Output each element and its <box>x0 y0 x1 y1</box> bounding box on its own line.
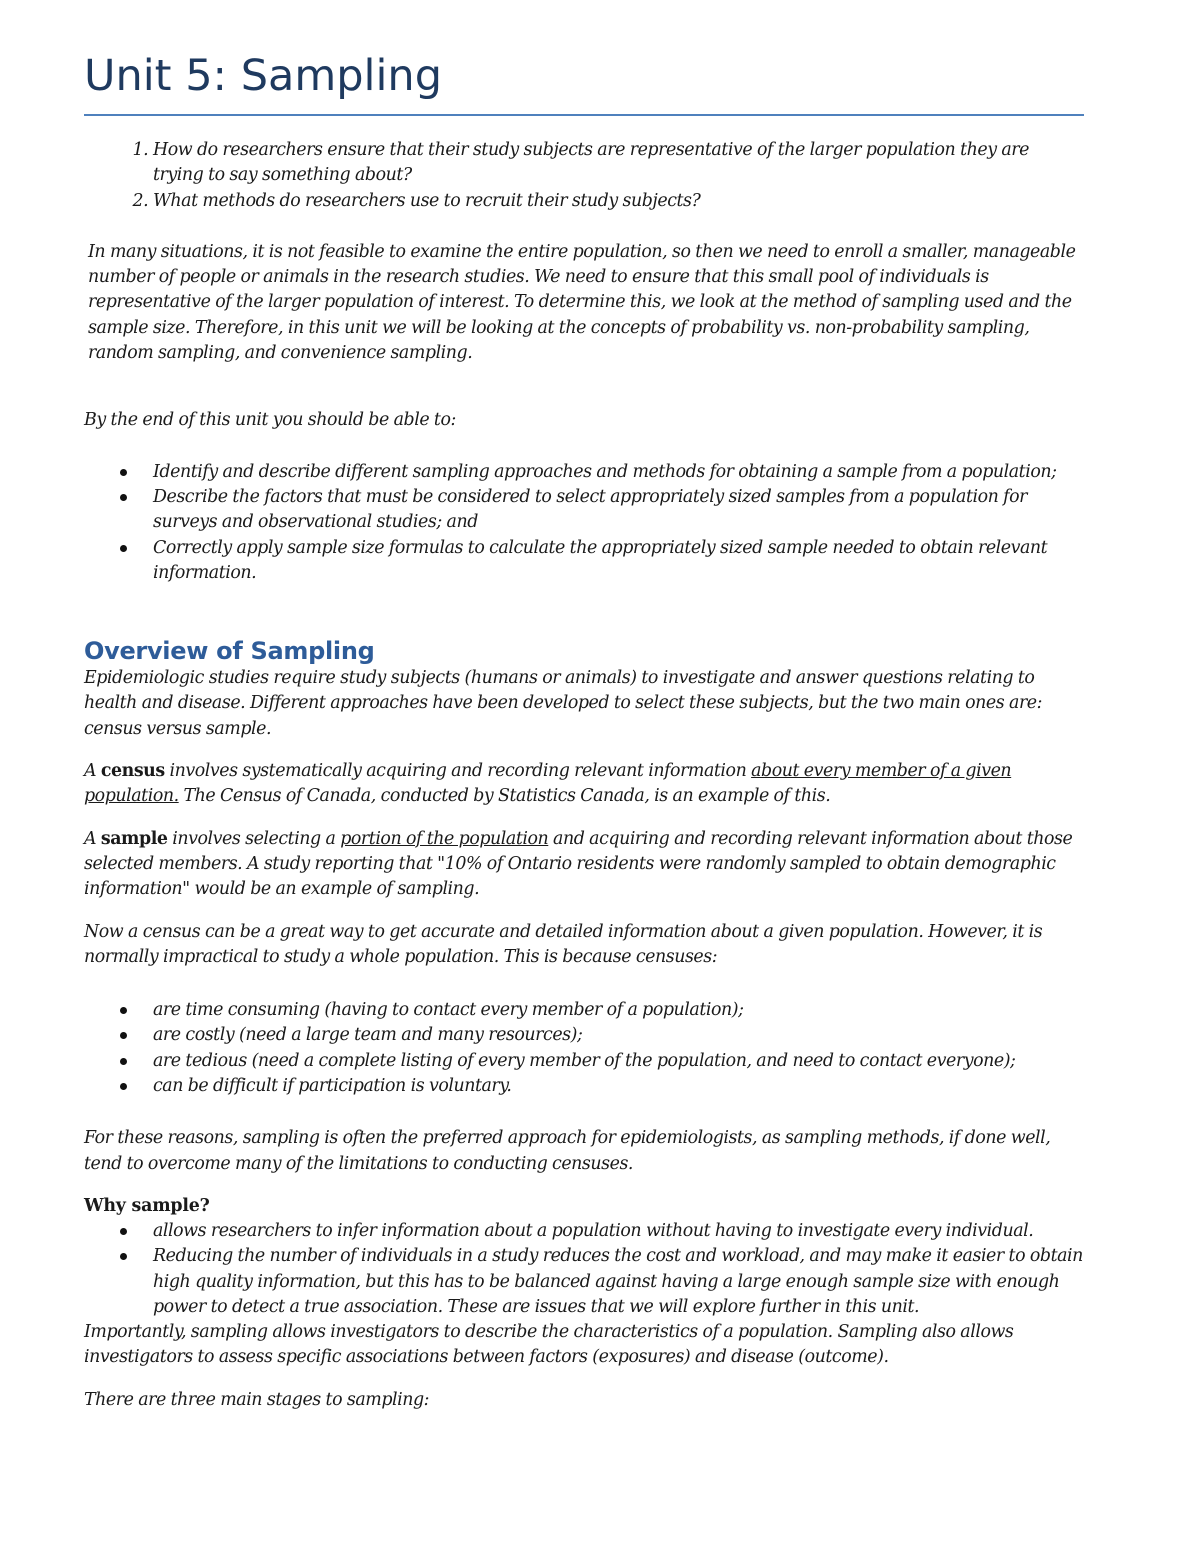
reasons-paragraph: For these reasons, sampling is often the preferred approach for epidemiologists, as sampling methods, if done well, tend to overcome many of the limitations to conducting censuses. <box>84 1128 1051 1174</box>
guiding-questions-list <box>84 138 1084 214</box>
list-item: Correctly apply sample size formulas to calculate the appropriately sized sample needed to obtain relevant information. <box>153 536 1084 587</box>
list-item: allows researchers to infer information about a population without having to investigate every individual. <box>153 1219 1084 1244</box>
sample-definition: A sample involves selecting a portion of the population and acquiring and recording relevant information about those selected members. A study reporting that "10% of Ontario residents were randomly sampled to obtain demographic information" would be an example of sampling. <box>84 828 1073 900</box>
census-issues-list <box>84 998 1084 1099</box>
objectives-list <box>84 460 1084 586</box>
intro-paragraph: In many situations, it is not feasible to examine the entire population, so then we need to enroll a smaller, manageable number of people or animals in the research studies. We need to ensure that this small pool of individuals is representative of the larger population of interest. To determine this, we look at the method of sampling used and the sample size. Therefore, in this unit we will be looking at the concepts of probability vs. non-probability sampling, random sampling, and convenience sampling. <box>88 241 1076 364</box>
list-item: Reducing the number of individuals in a study reduces the cost and workload, and may make it easier to obtain high quality information, but this has to be balanced against having a large enough sample size with enough power to detect a true association. These are issues that we will explore further in this unit. <box>153 1244 1084 1320</box>
list-item: can be difficult if participation is voluntary. <box>153 1074 1084 1099</box>
list-item: are costly (need a large team and many resources); <box>153 1023 1084 1048</box>
sample-term: sample <box>100 828 168 849</box>
stages-paragraph: There are three main stages to sampling: <box>84 1389 430 1410</box>
census-term: census <box>100 761 165 782</box>
objectives-lead: By the end of this unit you should be able to: <box>84 410 456 431</box>
page-title: Unit 5: Sampling <box>84 48 1084 116</box>
census-paragraph: Now a census can be a great way to get accurate and detailed information about a given population. However, it is normally impractical to study a whole population. This is because censuses: <box>84 921 1043 967</box>
why-sample-heading: Why sample? <box>84 1195 210 1216</box>
underlined-phrase: portion of the population <box>340 828 549 849</box>
list-item: are time consuming (having to contact every member of a population); <box>153 998 1084 1023</box>
census-definition: A census involves systematically acquiring and recording relevant information about every member of a given population. The Census of Canada, conducted by Statistics Canada, is an example of this. <box>84 761 1012 807</box>
list-item: are tedious (need a complete listing of every member of the population, and need to contact everyone); <box>153 1049 1084 1074</box>
list-item: 1. How do researchers ensure that their study subjects are representative of the larger population they are trying to say something about? <box>153 138 1084 189</box>
list-item: 2. What methods do researchers use to recruit their study subjects? <box>153 189 1084 214</box>
underlined-phrase: about every member of a given population. <box>84 761 1012 807</box>
section-heading: Overview of Sampling <box>84 637 375 666</box>
importantly-paragraph: Importantly, sampling allows investigators to describe the characteristics of a population. Sampling also allows investigators to assess specific associations between factors (exposures) and disease (outcome). <box>84 1322 1014 1368</box>
list-item: Identify and describe different sampling approaches and methods for obtaining a sample from a population; <box>153 460 1084 485</box>
list-item: Describe the factors that must be considered to select appropriately sized samples from a population for surveys and observational studies; and <box>153 485 1084 536</box>
why-sample-list <box>84 1219 1084 1320</box>
overview-paragraph: Epidemiologic studies require study subjects (humans or animals) to investigate and answer questions relating to health and disease. Different approaches have been developed to select these subjects, but the two main ones are: census versus sample. <box>84 668 1043 739</box>
